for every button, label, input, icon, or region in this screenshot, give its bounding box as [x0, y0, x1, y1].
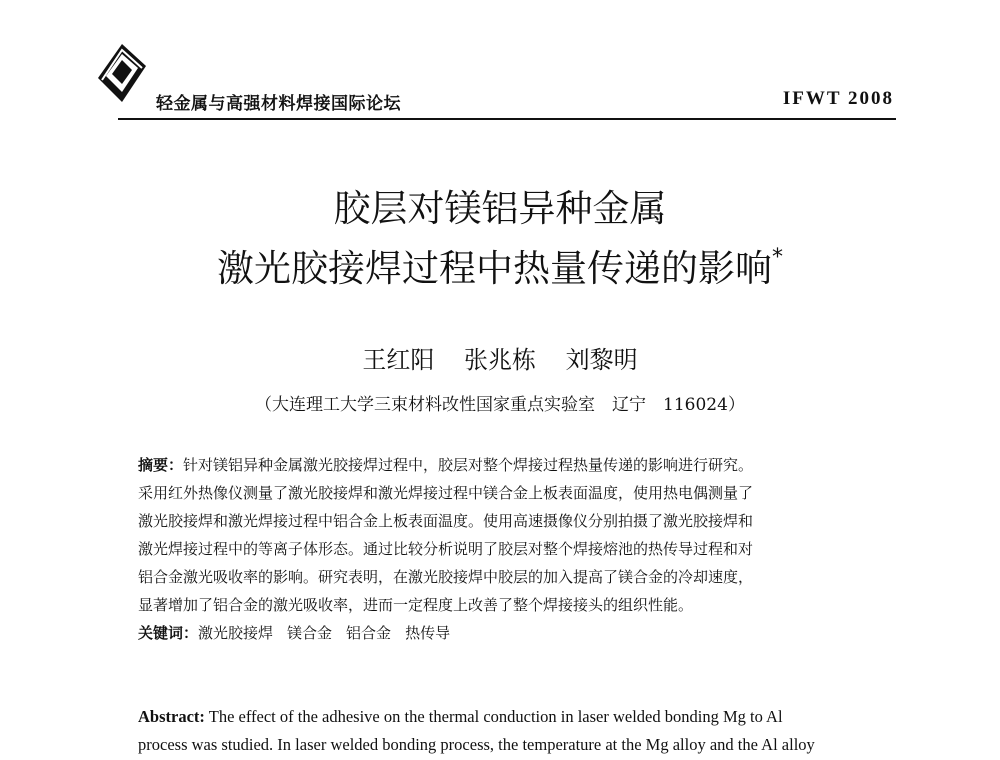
paper-title-line-1: 胶层对镁铝异种金属: [333, 187, 667, 230]
paper-title-line-2: 激光胶接焊过程中热量传递的影响*: [217, 244, 783, 290]
author-affiliation: （大连理工大学三束材料改性国家重点实验室 辽宁 116024）: [255, 395, 745, 415]
abstract-cn-line: 激光胶接焊和激光焊接过程中铝合金上板表面温度。使用高速摄像仪分别拍摄了激光胶接焊和: [138, 512, 754, 530]
conference-code: IFWT 2008: [782, 88, 894, 109]
abstract-cn-line: 显著增加了铝合金的激光吸收率，进而一定程度上改善了整个焊接接头的组织性能。: [138, 596, 694, 614]
keyword: 镁合金: [287, 624, 333, 642]
author-name: 张兆栋: [464, 346, 536, 374]
keyword: 铝合金: [346, 624, 392, 642]
abstract-cn-label: 摘要：: [138, 456, 184, 474]
author-name: 刘黎明: [565, 346, 638, 374]
abstract-cn-line: 激光焊接过程中的等离子体形态。通过比较分析说明了胶层对整个焊接熔池的热传导过程和对: [138, 540, 754, 558]
title-footnote-mark: *: [772, 244, 783, 270]
keyword: 激光胶接焊: [198, 624, 274, 642]
header-rule: [118, 118, 896, 120]
abstract-en-line: process was studied. In laser welded bonding process, the temperature at the Mg alloy and the Al alloy: [138, 735, 815, 754]
abstract-en-line: Abstract: The effect of the adhesive on the thermal conduction in laser welded bonding Mg to Al: [138, 707, 783, 726]
author-name: 王红阳: [362, 346, 435, 374]
author-list: [0, 340, 1000, 375]
abstract-cn-line: 铝合金激光吸收率的影响。研究表明，在激光胶接焊中胶层的加入提高了镁合金的冷却速度，: [138, 568, 754, 586]
abstract-cn-line: 采用红外热像仪测量了激光胶接焊和激光焊接过程中镁合金上板表面温度，使用热电偶测量了: [138, 484, 754, 502]
keywords-cn-label: 关键词：: [138, 624, 199, 642]
conference-name: 轻金属与高强材料焊接国际论坛: [156, 94, 401, 114]
keywords-cn: [138, 619, 868, 647]
conference-logo-icon: [92, 40, 150, 106]
abstract-en: [138, 703, 868, 759]
keyword: 热传导: [405, 624, 451, 642]
abstract-cn: [138, 451, 868, 647]
abstract-en-label: Abstract:: [138, 707, 205, 726]
abstract-cn-line: 摘要：针对镁铝异种金属激光胶接焊过程中，胶层对整个焊接过程热量传递的影响进行研究。: [138, 456, 754, 474]
